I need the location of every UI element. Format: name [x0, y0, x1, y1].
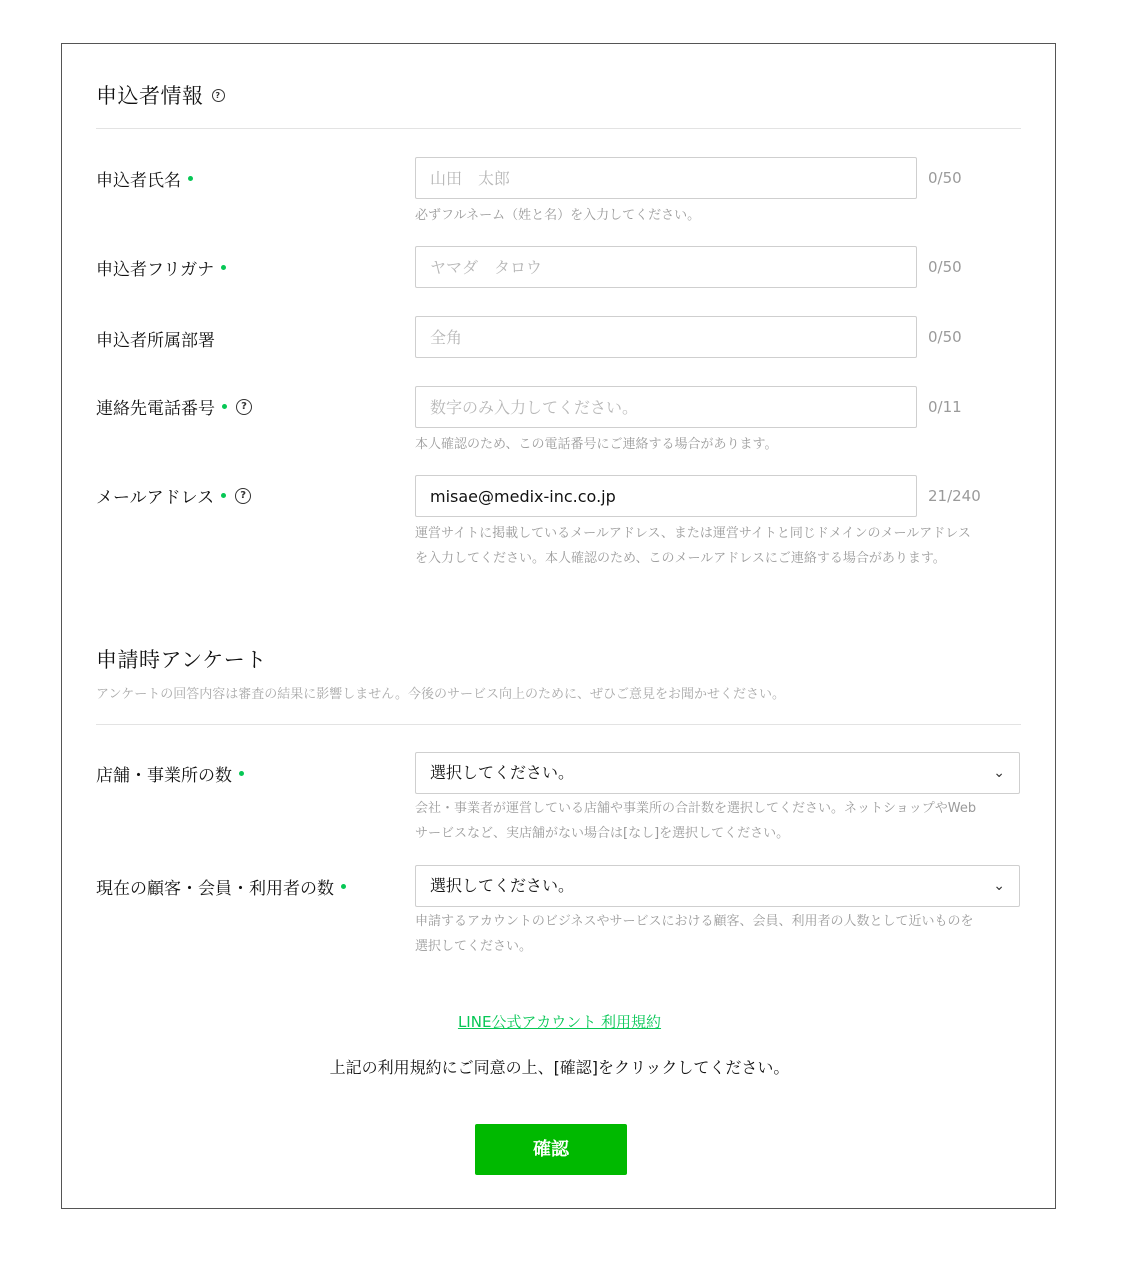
form-container [61, 43, 1056, 1209]
stores-select-value: 選択してください。 [430, 763, 575, 782]
dept-input[interactable] [415, 316, 917, 358]
email-counter: 21/240 [928, 487, 981, 505]
name-label [96, 166, 193, 191]
required-dot-icon [341, 884, 346, 889]
kana-label-text: 申込者フリガナ [96, 260, 215, 280]
terms-link-row [62, 1011, 1057, 1032]
divider [96, 128, 1021, 129]
email-help-text-1: 運営サイトに掲載しているメールアドレス、または運営サイトと同じドメインのメールアドレス [415, 526, 971, 541]
stores-select[interactable] [415, 752, 1020, 794]
phone-input[interactable] [415, 386, 917, 428]
customers-help-text-2: 選択してください。 [415, 939, 533, 954]
question-circle-icon[interactable]: ? [235, 488, 251, 504]
divider [96, 724, 1021, 725]
email-label [96, 483, 251, 508]
phone-label [96, 394, 252, 419]
phone-help-text: 本人確認のため、この電話番号にご連絡する場合があります。 [415, 437, 778, 452]
name-help-text: 必ずフルネーム（姓と名）を入力してください。 [415, 208, 701, 223]
customers-select[interactable] [415, 865, 1020, 907]
applicant-section-title-text: 申込者情報 [96, 84, 204, 108]
confirm-button[interactable]: 確認 [475, 1124, 627, 1175]
applicant-section-title [96, 80, 225, 110]
stores-label [96, 761, 244, 786]
survey-section-title: 申請時アンケート [96, 648, 267, 672]
customers-select-value: 選択してください。 [430, 876, 575, 895]
terms-link[interactable]: LINE公式アカウント 利用規約 [457, 1013, 662, 1031]
required-dot-icon [222, 404, 227, 409]
dept-label-text: 申込者所属部署 [96, 331, 215, 351]
stores-label-text: 店舗・事業所の数 [96, 766, 232, 786]
kana-counter: 0/50 [928, 258, 962, 276]
chevron-down-icon: ⌄ [993, 765, 1005, 781]
help-icon[interactable]: ? [212, 89, 225, 102]
kana-input[interactable] [415, 246, 917, 288]
survey-subtitle: アンケートの回答内容は審査の結果に影響しません。今後のサービス向上のために、ぜひご意見をお聞かせください。 [96, 687, 786, 702]
chevron-down-icon: ⌄ [993, 878, 1005, 894]
customers-help-text-1: 申請するアカウントのビジネスやサービスにおける顧客、会員、利用者の人数として近いものを [415, 914, 974, 929]
question-circle-icon[interactable]: ? [236, 399, 252, 415]
phone-label-text: 連絡先電話番号 [96, 399, 215, 419]
required-dot-icon [221, 493, 226, 498]
email-help-text-2: を入力してください。本人確認のため、このメールアドレスにご連絡する場合があります。 [415, 551, 946, 566]
customers-label [96, 874, 346, 899]
name-counter: 0/50 [928, 169, 962, 187]
name-label-text: 申込者氏名 [96, 171, 181, 191]
agree-text: 上記の利用規約にご同意の上、[確認]をクリックしてください。 [329, 1058, 790, 1077]
phone-counter: 0/11 [928, 398, 962, 416]
required-dot-icon [239, 771, 244, 776]
customers-label-text: 現在の顧客・会員・利用者の数 [96, 879, 334, 899]
name-input[interactable] [415, 157, 917, 199]
stores-help-text-1: 会社・事業者が運営している店舗や事業所の合計数を選択してください。ネットショップやWeb [415, 801, 977, 816]
dept-counter: 0/50 [928, 328, 962, 346]
required-dot-icon [188, 176, 193, 181]
stores-help-text-2: サービスなど、実店舗がない場合は[なし]を選択してください。 [415, 826, 790, 841]
kana-label [96, 255, 226, 280]
dept-label [96, 326, 215, 351]
required-dot-icon [221, 265, 226, 270]
email-label-text: メールアドレス [96, 488, 215, 508]
email-input[interactable] [415, 475, 917, 517]
